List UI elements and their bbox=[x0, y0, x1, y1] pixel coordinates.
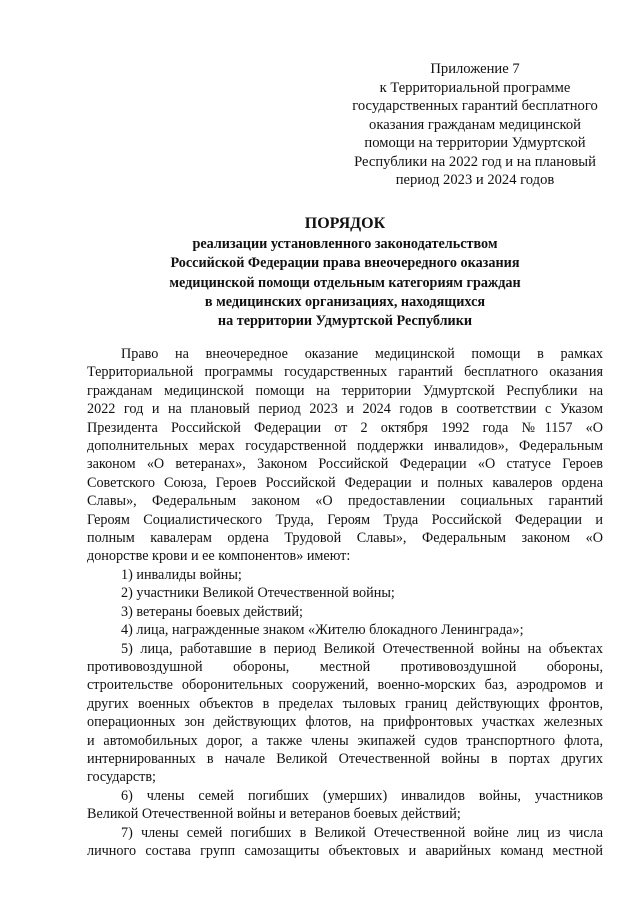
text-line: других военных объектов в пределах тыловых границ действующих фронтов, bbox=[87, 695, 603, 712]
text-line: 2) участники Великой Отечественной войны; bbox=[121, 585, 395, 602]
appendix-line: помощи на территории Удмуртской bbox=[364, 135, 586, 151]
text-line: 6) члены семей погибших (умерших) инвалидов войны, участников bbox=[121, 787, 603, 804]
body-text bbox=[87, 345, 603, 860]
appendix-line: оказания гражданам медицинской bbox=[369, 116, 581, 133]
title-line: медицинской помощи отдельным категориям граждан bbox=[169, 274, 521, 291]
appendix-line: Республики на 2022 год и на плановый bbox=[354, 153, 596, 170]
title-line: на территории Удмуртской Республики bbox=[217, 313, 473, 330]
text-line: интернированных в начале Великой Отечественной войны в портах других bbox=[87, 750, 603, 767]
document-title bbox=[0, 214, 640, 331]
text-line: 2022 год и на плановый период 2023 и 2024 годов в соответствии с Указом bbox=[87, 401, 603, 418]
text-line: Президента Российской Федерации от 2 октября 1992 года №1157 «О bbox=[87, 419, 603, 436]
appendix-line: Приложение 7 bbox=[430, 61, 520, 77]
list-item bbox=[87, 584, 603, 602]
text-line: 1) инвалиды войны; bbox=[121, 566, 242, 583]
list-item bbox=[87, 566, 603, 584]
appendix-line: период 2023 и 2024 годов bbox=[395, 172, 555, 188]
text-line: Героям Социалистического Труда, Героям Труда Российской Федерации и bbox=[87, 511, 603, 528]
appendix-header bbox=[330, 60, 620, 190]
text-line: полным кавалерам ордена Трудовой Славы», Федеральным законом «О bbox=[87, 530, 603, 547]
text-line: Право на внеочередное оказание медицинской помощи в рамках bbox=[121, 346, 603, 362]
text-line: противовоздушной обороны, местной противовоздушной обороны, bbox=[87, 658, 603, 675]
list-item bbox=[87, 824, 603, 861]
text-line: гражданам медицинской помощи на территории Удмуртской Республики на bbox=[87, 382, 603, 399]
list-item bbox=[87, 787, 603, 824]
text-line: строительстве оборонительных сооружений, военно-морских баз, аэродромов и bbox=[87, 677, 603, 694]
text-line: Территориальной программы государственных гарантий бесплатного оказания bbox=[87, 364, 603, 381]
text-line: личного состава групп самозащиты объектовых и аварийных команд местной bbox=[87, 842, 603, 859]
title-line: реализации установленного законодательством bbox=[192, 236, 498, 252]
title-line: Российской Федерации права внеочередного оказания bbox=[170, 255, 520, 272]
appendix-line: к Территориальной программе bbox=[379, 79, 571, 96]
text-line: Советского Союза, Героев Российской Федерации и полных кавалеров ордена bbox=[87, 474, 603, 491]
text-line: 4) лица, награжденные знаком «Жителю блокадного Ленинграда»; bbox=[121, 622, 524, 639]
list-item bbox=[87, 603, 603, 621]
text-line: 3) ветераны боевых действий; bbox=[121, 603, 303, 620]
intro-paragraph bbox=[87, 345, 603, 566]
title-heading: ПОРЯДОК bbox=[304, 215, 386, 232]
text-line: Великой Отечественной войны и ветеранов боевых действий; bbox=[87, 806, 461, 823]
text-line: законом «О ветеранах», Законом Российской Федерации «О статусе Героев bbox=[87, 456, 603, 473]
list-item bbox=[87, 621, 603, 639]
text-line: государств; bbox=[87, 769, 156, 786]
list-item bbox=[87, 640, 603, 787]
title-line: в медицинских организациях, находящихся bbox=[204, 293, 486, 310]
text-line: операционных зон действующих флотов, на прифронтовых участках железных bbox=[87, 714, 603, 731]
text-line: 7) члены семей погибших в Великой Отечественной войне лиц из числа bbox=[121, 824, 603, 841]
text-line: донорстве крови и ее компонентов» имеют: bbox=[87, 548, 351, 565]
appendix-line: государственных гарантий бесплатного bbox=[352, 98, 598, 114]
text-line: 5) лица, работавшие в период Великой Отечественной войны на объектах bbox=[121, 640, 603, 657]
text-line: и автомобильных дорог, а также члены экипажей судов транспортного флота, bbox=[87, 732, 603, 749]
text-line: Славы», Федеральным законом «О предоставлении социальных гарантий bbox=[87, 493, 603, 510]
text-line: дополнительных мерах государственной поддержки инвалидов», Федеральным bbox=[87, 438, 603, 455]
